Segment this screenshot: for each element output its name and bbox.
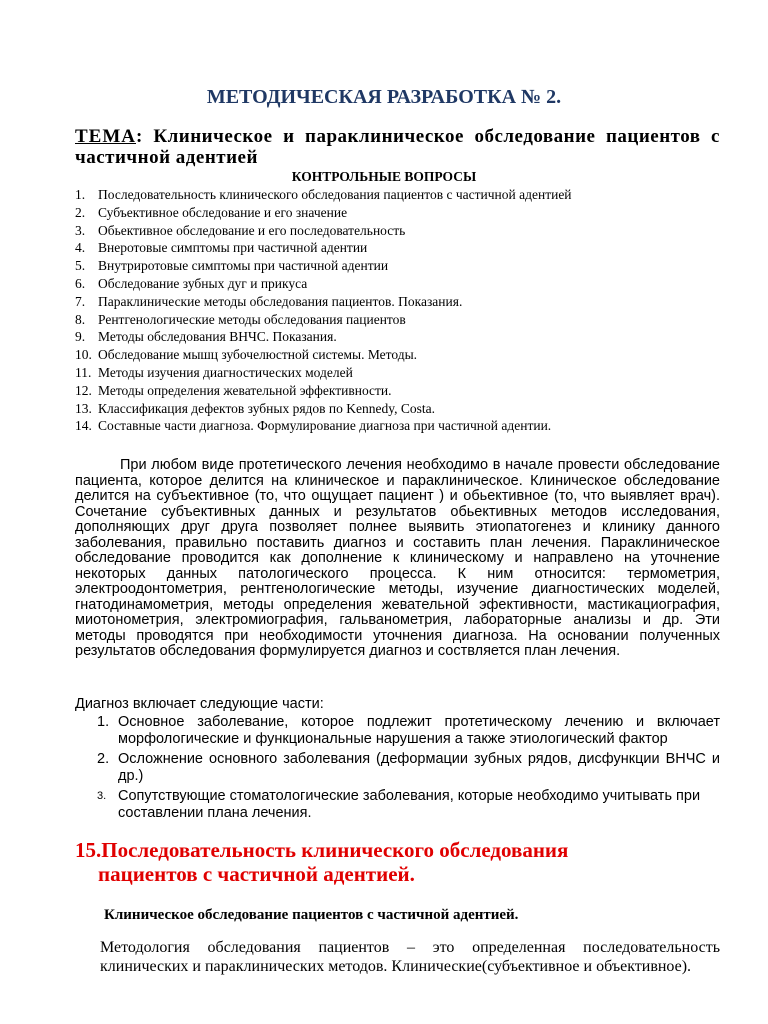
list-item-number: 5. — [75, 258, 86, 274]
list-item-number: 7. — [75, 293, 86, 309]
list-item-text: Классификация дефектов зубных рядов по Kennedy, Costa. — [98, 400, 435, 416]
control-questions-list — [75, 186, 725, 435]
list-item-text: Осложнение основного заболевания (деформации зубных рядов, дисфункции ВНЧС и др.) — [118, 751, 720, 784]
section-heading — [75, 838, 720, 886]
section-heading-line1: 15.Последовательность клинического обследования — [75, 838, 569, 862]
list-item-text: Основное заболевание, которое подлежит протетическому лечению и включает морфологические и функциональные нарушения а также этиологический фактор — [118, 714, 720, 747]
list-item-text: Методы определения жевательной эффективности. — [98, 382, 392, 398]
list-item-number: 1. — [97, 714, 110, 730]
list-item — [75, 204, 725, 222]
list-item — [75, 346, 725, 364]
list-item-text: Обследование зубных дуг и прикуса — [98, 275, 308, 291]
list-item-text: Последовательность клинического обследования пациентов с частичной адентией — [98, 187, 572, 202]
list-item-number: 11. — [75, 364, 92, 380]
list-item-number: 6. — [75, 275, 86, 291]
intro-paragraph-text: При любом виде протетического лечения необходимо в начале провести обследование пациента, которое делится на клиническое и параклиническое. Клиническое обследование делится на субъективное (то, что ощущает пациент ) и обьективное (то, что выявляет врач). Сочетание субъективных данных и результатов обьективных методов исследования, дополняющих друг друга позволяет полнее выявить этиопатогенез и клинику данного заболевания, правильно поставить диагноз и составить план лечения. Параклиническое обследование проводится как дополнение к клиническому и направлено на уточнение некоторых данных патологического процесса. К ним относится: термометрия, электроодонтометрия, рентгенологические методы, изучение диагностических моделей, гнатодинамометрия, методы определения жевательной эфективности, мастикациография, миотонометрия, электромиография, гальванометрия, лабораторные анализы и др. Эти методы проводятся при необходимости уточнения диагноза. На основании полученных результатов обследования формулируется диагноз и соствляется план лечения. — [75, 457, 720, 659]
list-item-number: 2. — [75, 204, 86, 220]
list-item — [75, 382, 725, 400]
list-item — [75, 257, 725, 275]
diagnosis-parts-list — [75, 714, 720, 825]
list-item — [75, 293, 725, 311]
list-item-text: Методы изучения диагностических моделей — [98, 364, 353, 380]
list-item-number: 10. — [75, 347, 92, 363]
list-item-text: Составные части диагноза. Формулирование диагноза при частичной адентии. — [98, 418, 552, 434]
list-item-text: Внутриротовые симптомы при частичной адентии — [98, 258, 389, 274]
list-item — [75, 275, 725, 293]
list-item-number: 4. — [75, 240, 86, 256]
list-item — [75, 714, 720, 748]
methodology-paragraph: Методология обследования пациентов – это определенная последовательность клинических и параклинических методов. Клинические(субъективное и объективное). — [100, 939, 720, 975]
list-item-number: 9. — [75, 329, 86, 345]
list-item-number: 8. — [75, 311, 86, 327]
list-item — [75, 788, 720, 822]
list-item — [75, 751, 720, 785]
list-item — [75, 364, 725, 382]
list-item — [75, 400, 725, 418]
list-item — [75, 311, 725, 329]
list-item-text: Методы обследования ВНЧС. Показания. — [98, 329, 337, 345]
list-item — [75, 186, 725, 204]
list-item-text: Внеротовые симптомы при частичной адентии — [98, 240, 368, 256]
topic-line — [75, 126, 720, 168]
topic-text: : Клиническое и параклиническое обследование пациентов с частичной адентией — [75, 126, 720, 168]
document-title: МЕТОДИЧЕСКАЯ РАЗРАБОТКА № 2. — [206, 86, 562, 108]
list-item-text: Параклинические методы обследования пациентов. Показания. — [98, 293, 463, 309]
list-item — [75, 239, 725, 257]
diagnosis-intro: Диагноз включает следующие части: — [75, 696, 324, 712]
list-item-number: 3. — [97, 790, 107, 802]
list-item-text: Рентгенологические методы обследования пациентов — [98, 311, 406, 327]
list-item-text: Обьективное обследование и его последовательность — [98, 222, 406, 238]
intro-paragraph — [75, 458, 720, 660]
list-item-number: 3. — [75, 222, 86, 238]
list-item — [75, 417, 725, 435]
list-item-number: 14. — [75, 418, 92, 434]
list-item-text: Обследование мышц зубочелюстной системы. Методы. — [98, 347, 418, 363]
control-questions-heading: КОНТРОЛЬНЫЕ ВОПРОСЫ — [291, 169, 477, 184]
list-item-number: 13. — [75, 400, 92, 416]
list-item — [75, 222, 725, 240]
list-item — [75, 328, 725, 346]
topic-label: ТЕМА — [75, 126, 136, 147]
list-item-number: 1. — [75, 187, 86, 202]
list-item-text: Сопутствующие стоматологические заболевания, которые необходимо учитывать при составлении плана лечения. — [118, 788, 701, 821]
section-heading-line2: пациентов с частичной адентией. — [98, 862, 415, 886]
list-item-number: 2. — [97, 751, 110, 767]
section-subheading: Клиническое обследование пациентов с частичной адентией. — [104, 907, 519, 923]
list-item-number: 12. — [75, 382, 92, 398]
list-item-text: Субъективное обследование и его значение — [98, 204, 348, 220]
